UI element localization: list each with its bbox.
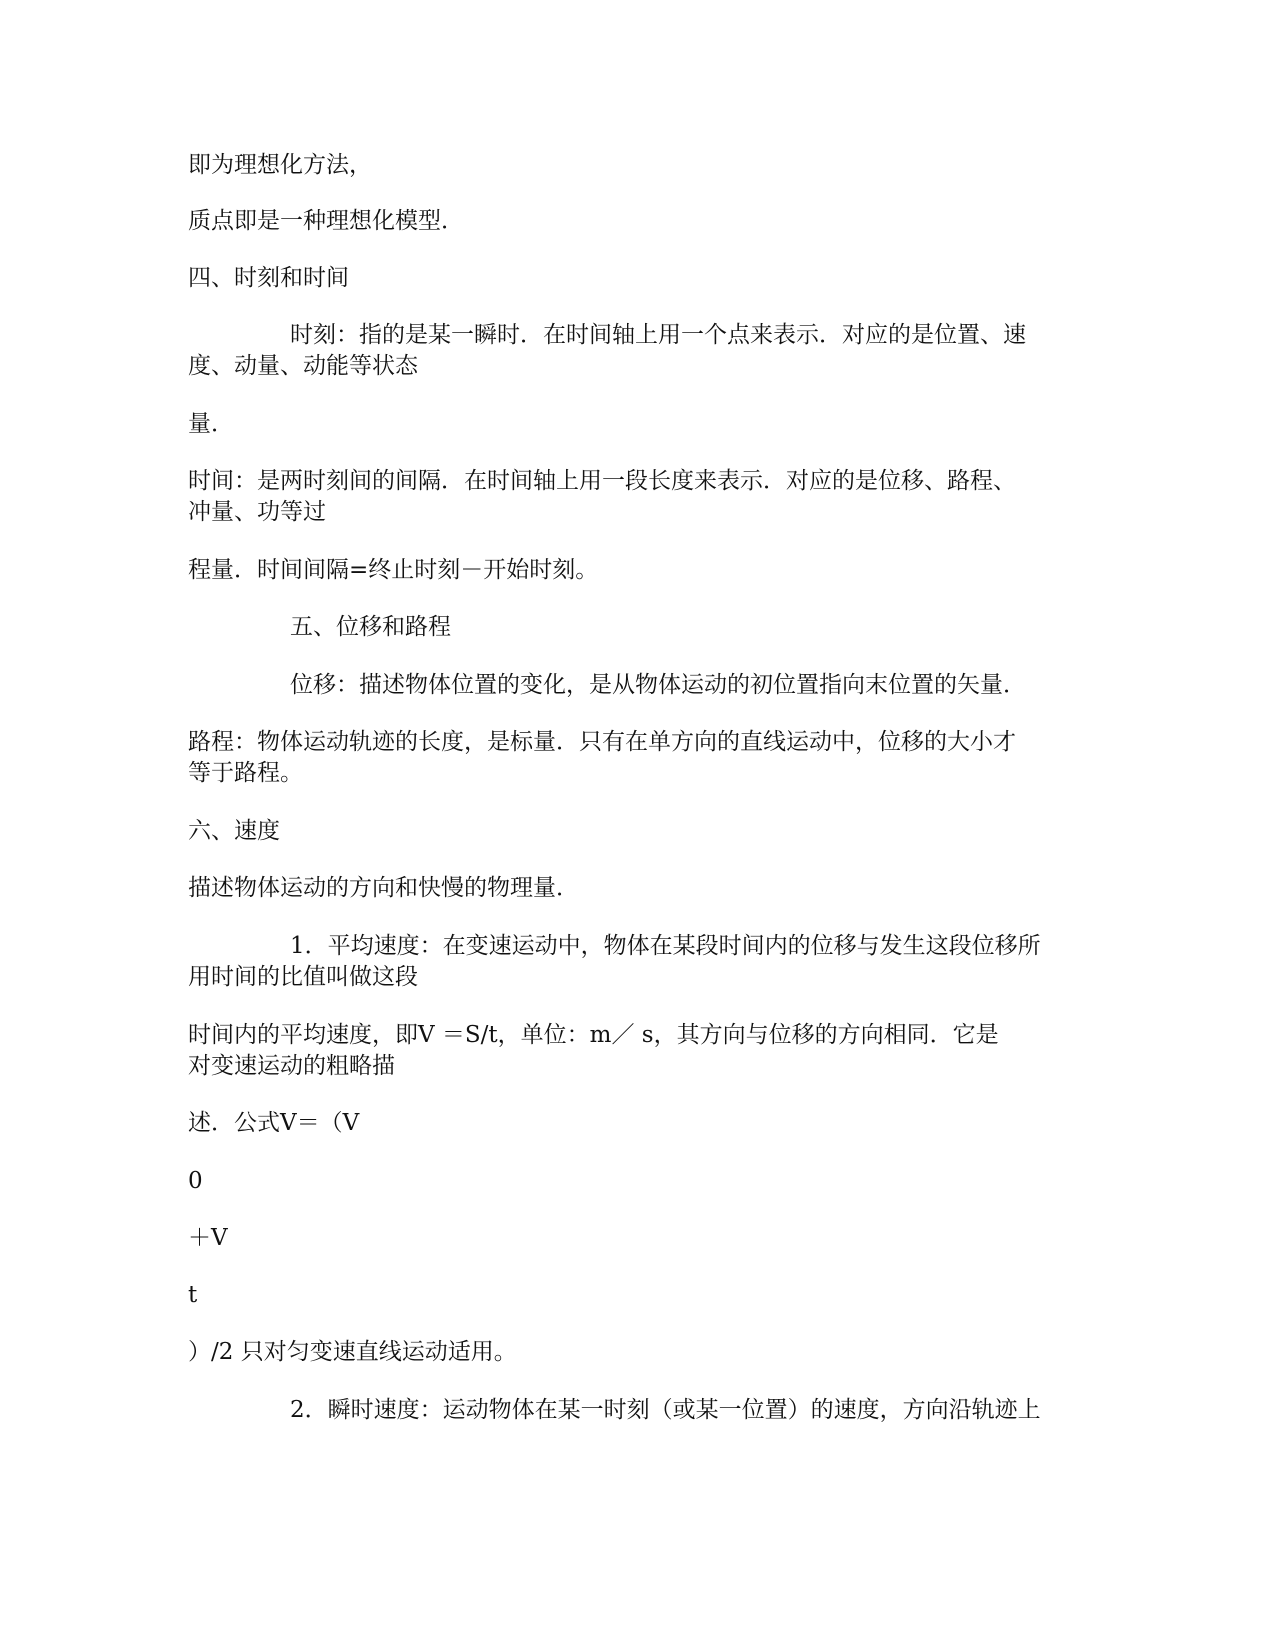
text-line: 位移：描述物体位置的变化，是从物体运动的初位置指向末位置的矢量． <box>290 672 1026 698</box>
text-line: 时间：是两时刻间的间隔．在时间轴上用一段长度来表示．对应的是位移、路程、 <box>188 468 1016 494</box>
text-line: 时间内的平均速度，即V ＝S/t，单位：m／ s，其方向与位移的方向相同．它是 <box>188 1022 999 1048</box>
section-heading: 四、时刻和时间 <box>188 265 349 291</box>
text-line: ＋V <box>188 1225 228 1251</box>
section-heading: 五、位移和路程 <box>290 614 451 640</box>
text-line: 程量．时间间隔=终止时刻－开始时刻。 <box>188 557 599 583</box>
section-heading: 六、速度 <box>188 818 280 844</box>
text-line: 冲量、功等过 <box>188 499 326 525</box>
text-line: 时刻：指的是某一瞬时．在时间轴上用一个点来表示．对应的是位置、速 <box>290 322 1026 348</box>
text-line: 即为理想化方法， <box>188 152 372 178</box>
text-line: 度、动量、动能等状态 <box>188 353 418 379</box>
text-line: 量． <box>188 411 234 437</box>
text-line: 述．公式V＝（V <box>188 1110 360 1136</box>
text-line: 质点即是一种理想化模型． <box>188 208 464 234</box>
text-line: 等于路程。 <box>188 760 303 786</box>
text-line: 用时间的比值叫做这段 <box>188 964 418 990</box>
text-line: t <box>188 1282 198 1308</box>
text-line: 0 <box>188 1168 203 1194</box>
text-line: ）/2 只对匀变速直线运动适用。 <box>188 1339 517 1365</box>
text-line: 对变速运动的粗略描 <box>188 1053 395 1079</box>
text-line: 描述物体运动的方向和快慢的物理量． <box>188 875 579 901</box>
text-line: 2．瞬时速度：运动物体在某一时刻（或某一位置）的速度，方向沿轨迹上 <box>290 1397 1041 1423</box>
text-line: 路程：物体运动轨迹的长度，是标量．只有在单方向的直线运动中，位移的大小才 <box>188 729 1016 755</box>
text-line: 1．平均速度：在变速运动中，物体在某段时间内的位移与发生这段位移所 <box>290 933 1041 959</box>
